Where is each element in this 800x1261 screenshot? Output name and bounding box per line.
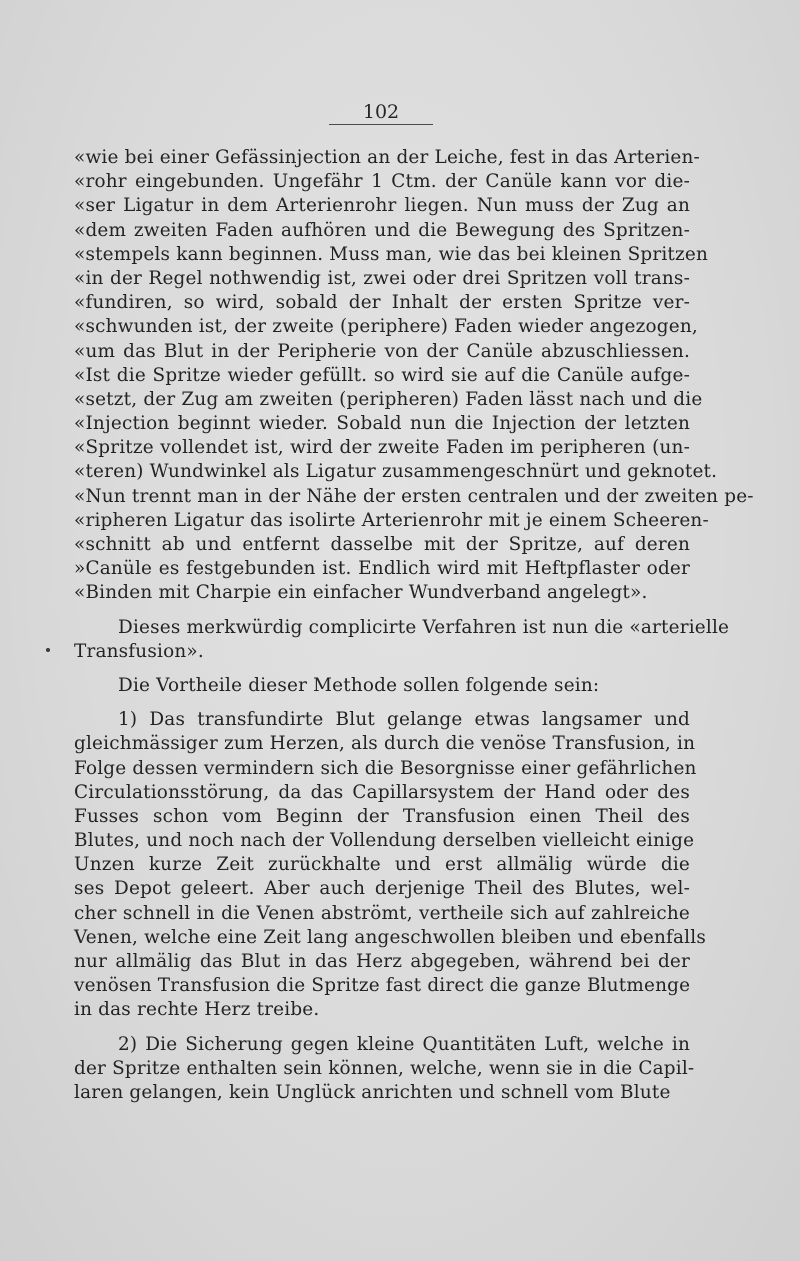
paragraph-gap: [74, 1023, 690, 1033]
text-line: nur allmälig das Blut in das Herz abgegeben, während bei der: [74, 951, 690, 972]
paragraph-gap: [74, 664, 690, 674]
paragraph-gap: [74, 698, 690, 708]
text-line: Circulationsstörung, da das Capillarsystem der Hand oder des: [74, 781, 690, 803]
text-line: «teren) Wundwinkel als Ligatur zusammengeschnürt und geknotet.: [74, 461, 718, 483]
body-text: [74, 146, 754, 1105]
text-line: Blutes, und noch nach der Vollendung derselben vielleicht einige: [74, 830, 695, 852]
paragraph: [74, 146, 754, 606]
text-line: Venen, welche eine Zeit lang angeschwollen bleiben und ebenfalls: [74, 926, 706, 948]
text-line: Unzen kurze Zeit zurückhalte und erst allmälig würde die: [74, 854, 690, 876]
text-line: «Spritze vollendet ist, wird der zweite Faden im peripheren (un-: [74, 437, 690, 459]
text-line: ses Depot geleert. Aber auch derjenige Theil des Blutes, wel-: [74, 878, 690, 900]
page-number: 102: [362, 101, 400, 123]
text-line: 2) Die Sicherung gegen kleine Quantitäten Luft, welche in: [118, 1033, 690, 1055]
text-line: Dieses merkwürdig complicirte Verfahren ist nun die «arterielle: [118, 616, 730, 638]
text-line: «Nun trennt man in der Nähe der ersten centralen und der zweiten pe-: [74, 485, 754, 507]
text-line: «um das Blut in der Peripherie von der Canüle abzuschliessen.: [74, 340, 690, 362]
text-line: «wie bei einer Gefässinjection an der Leiche, fest in das Arterien-: [74, 147, 700, 168]
paragraph: [74, 708, 706, 1022]
text-line: «setzt, der Zug am zweiten (peripheren) Faden lässt nach und die: [74, 388, 703, 410]
text-line: der Spritze enthalten sein können, welche, wenn sie in die Capil-: [74, 1057, 695, 1079]
page-number-rule: [329, 124, 433, 125]
text-line: in das rechte Herz treibe.: [74, 999, 320, 1021]
text-line: «Ist die Spritze wieder gefüllt. so wird sie auf die Canüle aufge-: [74, 364, 690, 386]
text-line: «fundiren, so wird, sobald der Inhalt der ersten Spritze ver-: [74, 292, 690, 314]
text-line: gleichmässiger zum Herzen, als durch die venöse Transfusion, in: [74, 733, 696, 755]
paragraph: [74, 674, 690, 698]
text-line: «schnitt ab und entfernt dasselbe mit der Spritze, auf deren: [74, 534, 690, 555]
paragraph-gap: [74, 606, 690, 616]
paragraph: [74, 1033, 695, 1106]
text-line: 1) Das transfundirte Blut gelange etwas langsamer und: [118, 709, 690, 731]
text-line: «Binden mit Charpie ein einfacher Wundverband angelegt».: [74, 582, 648, 604]
text-line: Fusses schon vom Beginn der Transfusion einen Theil des: [74, 805, 690, 827]
paragraph: [74, 616, 730, 664]
text-line: «stempels kann beginnen. Muss man, wie das bei kleinen Spritzen: [74, 243, 709, 265]
text-line: «Injection beginnt wieder. Sobald nun die Injection der letzten: [74, 413, 690, 435]
text-line: Die Vortheile dieser Methode sollen folgende sein:: [118, 674, 600, 696]
text-line: cher schnell in die Venen abströmt, vertheile sich auf zahlreiche: [74, 902, 690, 924]
text-line: Folge dessen vermindern sich die Besorgnisse einer gefährlichen: [74, 757, 697, 779]
text-line: Transfusion».: [74, 640, 204, 662]
text-line: venösen Transfusion die Spritze fast direct die ganze Blutmenge: [74, 975, 691, 997]
ink-speck: [46, 648, 50, 652]
text-line: »Canüle es festgebunden ist. Endlich wird mit Heftpflaster oder: [74, 558, 690, 580]
text-line: «schwunden ist, der zweite (periphere) Faden wieder angezogen,: [74, 316, 698, 338]
text-line: «in der Regel nothwendig ist, zwei oder drei Spritzen voll trans-: [74, 267, 690, 289]
text-line: laren gelangen, kein Unglück anrichten und schnell vom Blute: [74, 1081, 671, 1103]
text-line: «ser Ligatur in dem Arterienrohr liegen. Nun muss der Zug an: [74, 195, 690, 217]
text-line: «ripheren Ligatur das isolirte Arterienrohr mit je einem Scheeren-: [74, 509, 709, 531]
text-line: «dem zweiten Faden aufhören und die Bewegung des Spritzen-: [74, 219, 690, 241]
text-line: «rohr eingebunden. Ungefähr 1 Ctm. der Canüle kann vor die-: [74, 171, 690, 193]
